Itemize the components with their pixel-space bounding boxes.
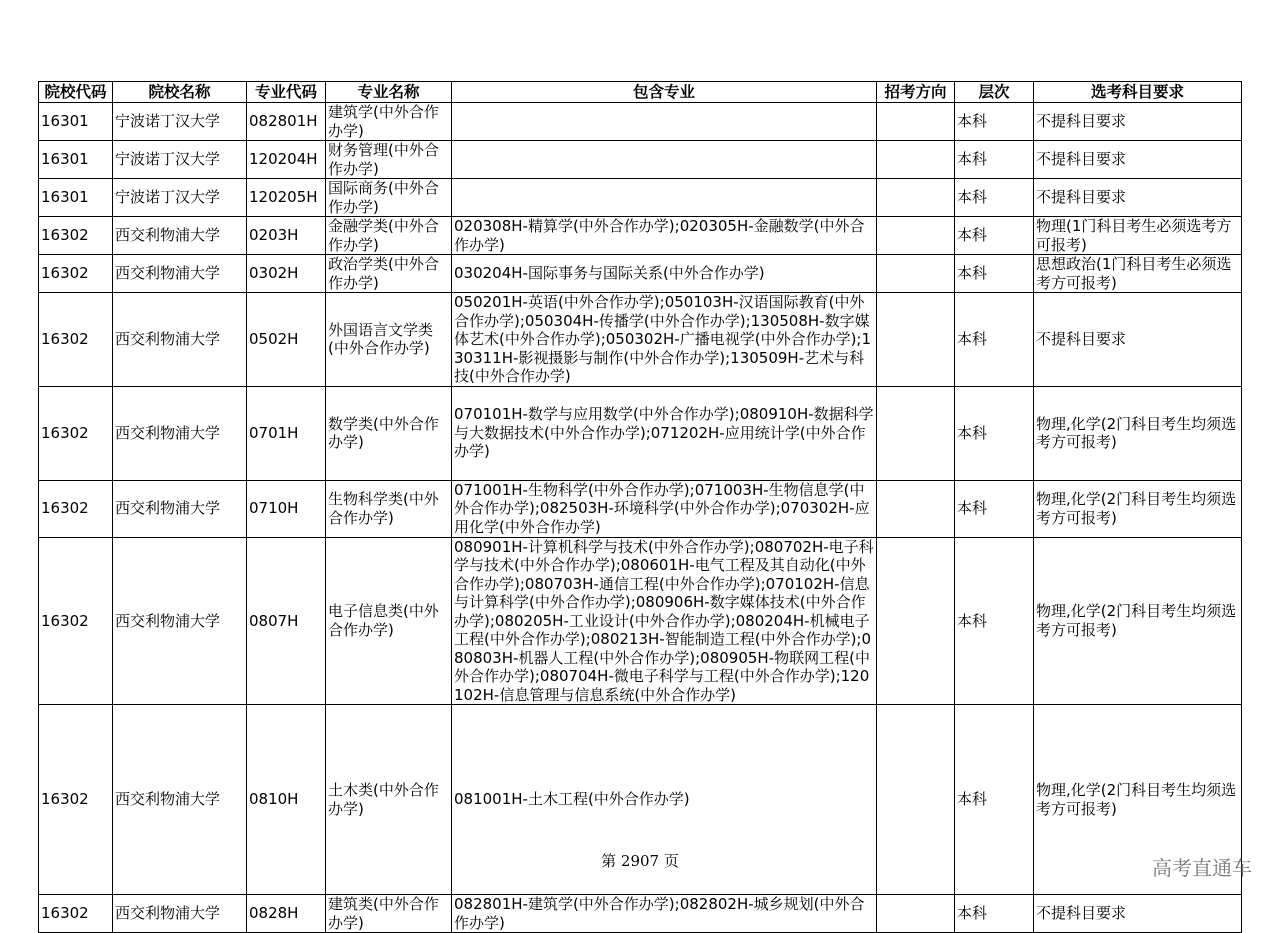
- cell-included-majors: 020308H-精算学(中外合作办学);020305H-金融数学(中外合作办学): [452, 217, 877, 255]
- table-row: [39, 895, 1242, 933]
- cell-school-code: 16301: [39, 141, 113, 179]
- cell-direction: [877, 255, 955, 293]
- cell-school-name: 宁波诺丁汉大学: [113, 103, 247, 141]
- cell-direction: [877, 386, 955, 480]
- watermark-logo: 高考直通车: [1152, 856, 1252, 880]
- cell-major-name: 土木类(中外合作办学): [326, 705, 452, 895]
- cell-major-name: 国际商务(中外合作办学): [326, 179, 452, 217]
- cell-major-code: 0810H: [247, 705, 326, 895]
- table-row: [39, 255, 1242, 293]
- cell-school-code: 16301: [39, 179, 113, 217]
- cell-direction: [877, 293, 955, 387]
- cell-subject-requirement: 不提科目要求: [1034, 293, 1242, 387]
- header-school-name: 院校名称: [113, 82, 247, 103]
- cell-major-code: 0828H: [247, 895, 326, 933]
- cell-subject-requirement: 物理,化学(2门科目考生均须选考方可报考): [1034, 386, 1242, 480]
- cell-level: 本科: [955, 141, 1034, 179]
- header-major-name: 专业名称: [326, 82, 452, 103]
- cell-school-code: 16302: [39, 255, 113, 293]
- cell-major-name: 电子信息类(中外合作办学): [326, 537, 452, 705]
- cell-school-code: 16302: [39, 386, 113, 480]
- cell-school-name: 西交利物浦大学: [113, 255, 247, 293]
- table-row: [39, 293, 1242, 387]
- cell-school-code: 16302: [39, 293, 113, 387]
- cell-included-majors: 080901H-计算机科学与技术(中外合作办学);080702H-电子科学与技术(中外合作办学);080601H-电气工程及其自动化(中外合作办学);080703H-通信工程(中外合作办学);070102H-信息与计算科学(中外合作办学);080906H-数字媒体技术(中外合作办学);080205H-工业设计(中外合作办学);080204H-机械电子工程(中外合作办学);080213H-智能制造工程(中外合作办学);080803H-机器人工程(中外合作办学);080905H-物联网工程(中外合作办学);080704H-微电子科学与工程(中外合作办学);120102H-信息管理与信息系统(中外合作办学): [452, 537, 877, 705]
- admission-table: [38, 81, 1242, 933]
- cell-school-code: 16302: [39, 217, 113, 255]
- cell-level: 本科: [955, 705, 1034, 895]
- cell-major-name: 财务管理(中外合作办学): [326, 141, 452, 179]
- cell-direction: [877, 895, 955, 933]
- header-direction: 招考方向: [877, 82, 955, 103]
- cell-school-name: 西交利物浦大学: [113, 895, 247, 933]
- cell-major-code: 0701H: [247, 386, 326, 480]
- cell-direction: [877, 537, 955, 705]
- cell-school-name: 西交利物浦大学: [113, 705, 247, 895]
- cell-included-majors: [452, 103, 877, 141]
- cell-major-name: 生物科学类(中外合作办学): [326, 480, 452, 537]
- cell-direction: [877, 217, 955, 255]
- header-major-code: 专业代码: [247, 82, 326, 103]
- table-row: [39, 480, 1242, 537]
- cell-major-name: 金融学类(中外合作办学): [326, 217, 452, 255]
- cell-school-code: 16302: [39, 705, 113, 895]
- table-row: [39, 103, 1242, 141]
- cell-direction: [877, 141, 955, 179]
- cell-included-majors: 070101H-数学与应用数学(中外合作办学);080910H-数据科学与大数据技术(中外合作办学);071202H-应用统计学(中外合作办学): [452, 386, 877, 480]
- cell-subject-requirement: 物理,化学(2门科目考生均须选考方可报考): [1034, 705, 1242, 895]
- cell-school-name: 西交利物浦大学: [113, 537, 247, 705]
- cell-subject-requirement: 不提科目要求: [1034, 141, 1242, 179]
- cell-level: 本科: [955, 293, 1034, 387]
- header-included-majors: 包含专业: [452, 82, 877, 103]
- table-row: [39, 386, 1242, 480]
- cell-major-code: 0710H: [247, 480, 326, 537]
- cell-major-name: 外国语言文学类(中外合作办学): [326, 293, 452, 387]
- table-row: [39, 217, 1242, 255]
- cell-major-name: 数学类(中外合作办学): [326, 386, 452, 480]
- cell-level: 本科: [955, 179, 1034, 217]
- cell-included-majors: [452, 141, 877, 179]
- cell-subject-requirement: 物理,化学(2门科目考生均须选考方可报考): [1034, 480, 1242, 537]
- cell-subject-requirement: 物理,化学(2门科目考生均须选考方可报考): [1034, 537, 1242, 705]
- cell-direction: [877, 179, 955, 217]
- cell-subject-requirement: 不提科目要求: [1034, 103, 1242, 141]
- cell-school-code: 16302: [39, 895, 113, 933]
- cell-school-name: 宁波诺丁汉大学: [113, 141, 247, 179]
- cell-major-name: 建筑类(中外合作办学): [326, 895, 452, 933]
- cell-level: 本科: [955, 255, 1034, 293]
- cell-major-code: 0502H: [247, 293, 326, 387]
- cell-major-code: 0302H: [247, 255, 326, 293]
- cell-school-name: 西交利物浦大学: [113, 293, 247, 387]
- cell-included-majors: 071001H-生物科学(中外合作办学);071003H-生物信息学(中外合作办学);082503H-环境科学(中外合作办学);070302H-应用化学(中外合作办学): [452, 480, 877, 537]
- cell-subject-requirement: 不提科目要求: [1034, 179, 1242, 217]
- table-row: [39, 537, 1242, 705]
- cell-major-code: 120204H: [247, 141, 326, 179]
- cell-major-code: 120205H: [247, 179, 326, 217]
- cell-school-name: 西交利物浦大学: [113, 217, 247, 255]
- cell-major-name: 政治学类(中外合作办学): [326, 255, 452, 293]
- cell-level: 本科: [955, 386, 1034, 480]
- cell-school-code: 16302: [39, 537, 113, 705]
- cell-major-name: 建筑学(中外合作办学): [326, 103, 452, 141]
- cell-level: 本科: [955, 480, 1034, 537]
- cell-included-majors: 050201H-英语(中外合作办学);050103H-汉语国际教育(中外合作办学);050304H-传播学(中外合作办学);130508H-数字媒体艺术(中外合作办学);050302H-广播电视学(中外合作办学);130311H-影视摄影与制作(中外合作办学);130509H-艺术与科技(中外合作办学): [452, 293, 877, 387]
- cell-level: 本科: [955, 217, 1034, 255]
- header-subject-requirement: 选考科目要求: [1034, 82, 1242, 103]
- cell-included-majors: 082801H-建筑学(中外合作办学);082802H-城乡规划(中外合作办学): [452, 895, 877, 933]
- header-row: [39, 82, 1242, 103]
- header-level: 层次: [955, 82, 1034, 103]
- cell-included-majors: [452, 179, 877, 217]
- table-row: [39, 179, 1242, 217]
- cell-school-name: 宁波诺丁汉大学: [113, 179, 247, 217]
- header-school-code: 院校代码: [39, 82, 113, 103]
- cell-subject-requirement: 不提科目要求: [1034, 895, 1242, 933]
- cell-level: 本科: [955, 895, 1034, 933]
- cell-included-majors: 030204H-国际事务与国际关系(中外合作办学): [452, 255, 877, 293]
- cell-direction: [877, 103, 955, 141]
- cell-level: 本科: [955, 537, 1034, 705]
- cell-school-code: 16302: [39, 480, 113, 537]
- cell-school-code: 16301: [39, 103, 113, 141]
- cell-subject-requirement: 物理(1门科目考生必须选考方可报考): [1034, 217, 1242, 255]
- page-number: 第 2907 页: [601, 852, 679, 870]
- cell-level: 本科: [955, 103, 1034, 141]
- table-row: [39, 141, 1242, 179]
- cell-major-code: 082801H: [247, 103, 326, 141]
- cell-direction: [877, 480, 955, 537]
- cell-major-code: 0203H: [247, 217, 326, 255]
- cell-school-name: 西交利物浦大学: [113, 480, 247, 537]
- cell-school-name: 西交利物浦大学: [113, 386, 247, 480]
- cell-major-code: 0807H: [247, 537, 326, 705]
- cell-included-majors: 081001H-土木工程(中外合作办学): [452, 705, 877, 895]
- cell-subject-requirement: 思想政治(1门科目考生必须选考方可报考): [1034, 255, 1242, 293]
